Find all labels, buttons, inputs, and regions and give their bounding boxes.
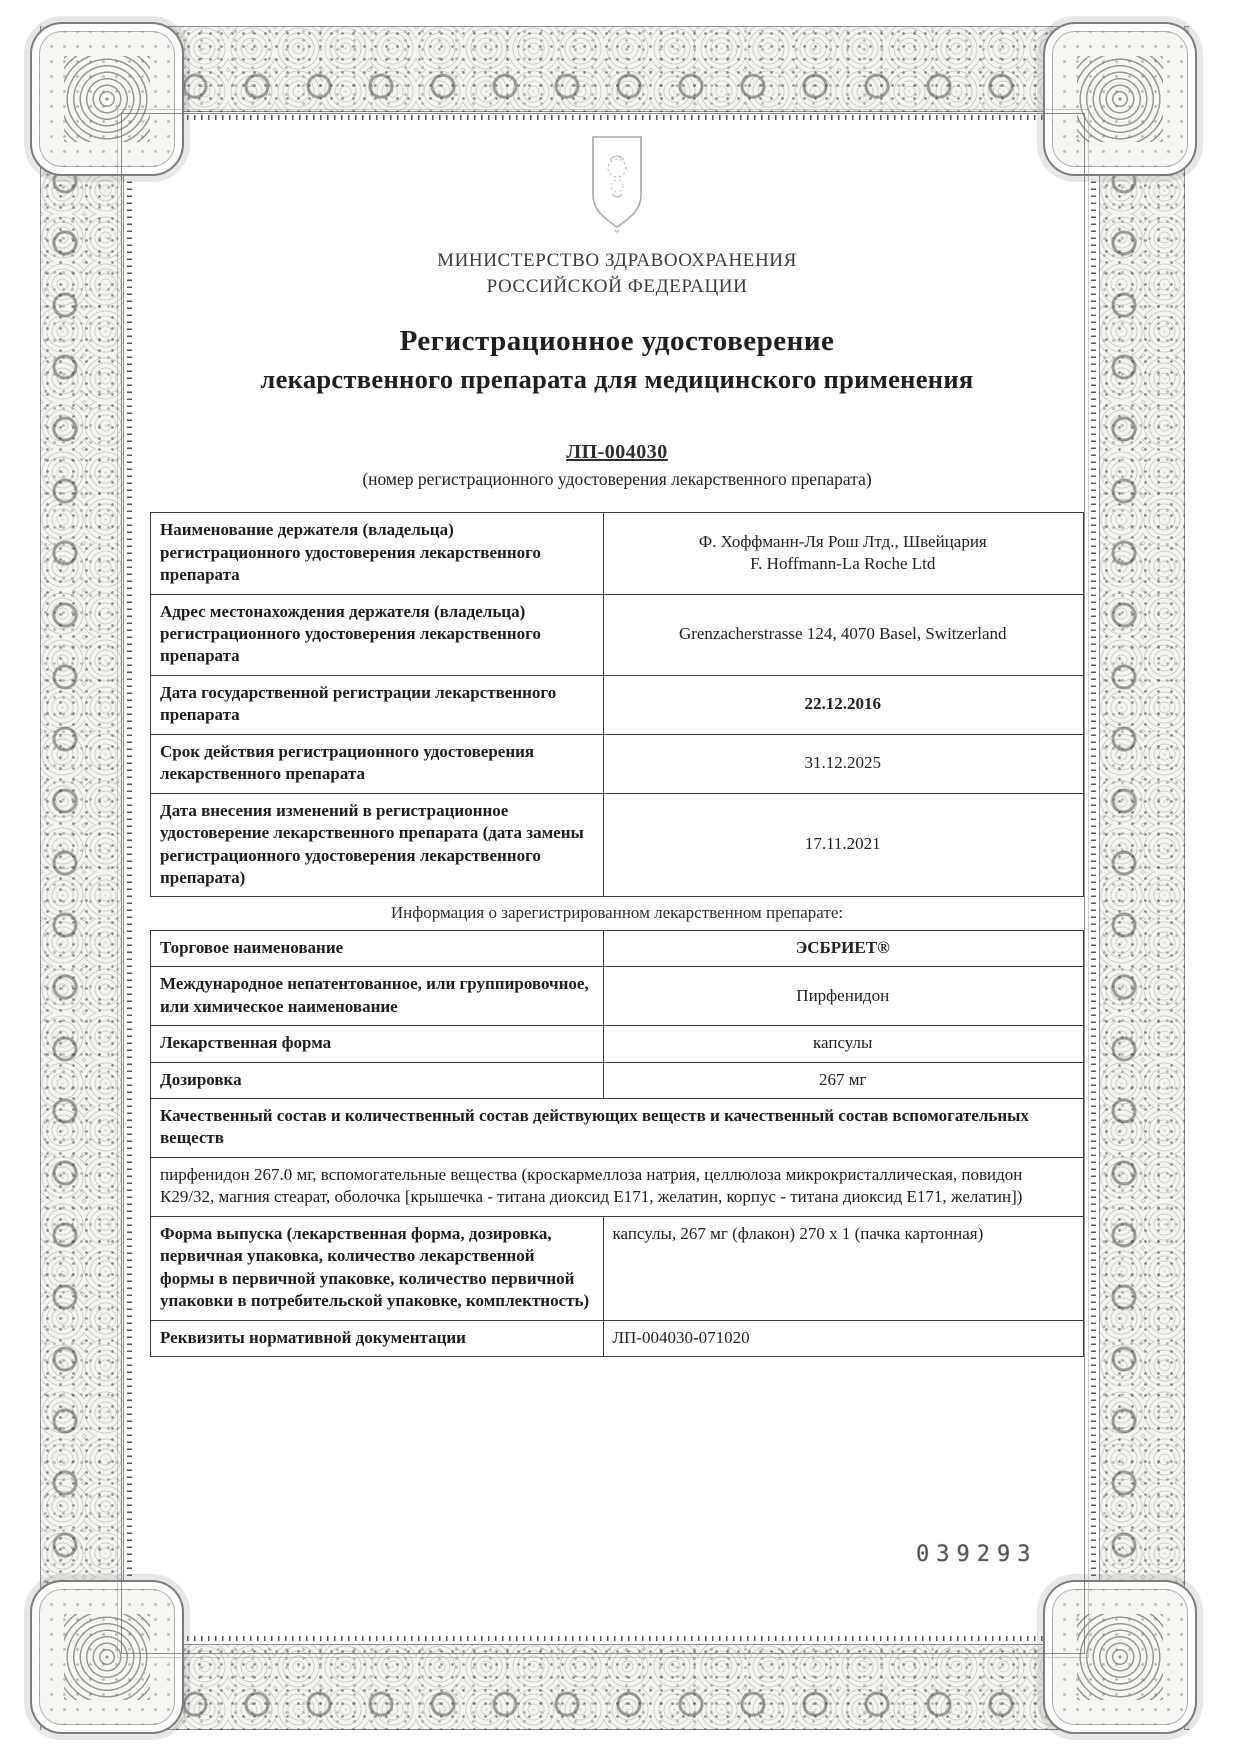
corner-ornament-bottom-right [1043,1580,1197,1734]
amendment-date-label: Дата внесения изменений в регистрационное удостоверение лекарственного препарата (дата замены регистрационного удостоверения лекарственного препарата) [151,793,604,897]
table-row-composition-heading [151,1099,1084,1158]
normative-docs-label: Реквизиты нормативной документации [151,1320,604,1356]
normative-docs-value: ЛП-004030-071020 [603,1320,1084,1356]
table-row-normative-docs [151,1320,1084,1356]
serial-stamp-number: 039293 [916,1542,1038,1567]
table-row-info-heading [151,897,1084,930]
table-row-inn [151,967,1084,1026]
document-title [150,325,1084,395]
expiry-date-value: 31.12.2025 [603,734,1084,793]
dosage-form-value: капсулы [603,1026,1084,1062]
table-row-dosage [151,1062,1084,1098]
inn-value: Пирфенидон [603,967,1084,1026]
table-row-registration-date [151,675,1084,734]
title-line-1: Регистрационное удостоверение [399,325,835,358]
dosage-label: Дозировка [151,1062,604,1098]
composition-text: пирфенидон 267.0 мг, вспомогательные вещества (кроскармеллоза натрия, целлюлоза микрокристаллическая, повидон К29/32, магния стеарат, оболочка [крышечка - титана диоксид Е171, желатин, корпус - титана диоксид Е171, желатин]) [151,1157,1084,1216]
registration-number: ЛП-004030 [566,441,668,464]
ministry-heading [150,248,1084,299]
guilloche-border-top [40,26,1189,112]
title-line-2: лекарственного препарата для медицинского применения [260,364,974,395]
table-row-release-form [151,1216,1084,1320]
amendment-date-value: 17.11.2021 [603,793,1084,897]
registration-date-label: Дата государственной регистрации лекарственного препарата [151,675,604,734]
holder-value [603,513,1084,594]
dosage-value: 267 мг [603,1062,1084,1098]
release-form-value: капсулы, 267 мг (флакон) 270 x 1 (пачка картонная) [603,1216,1084,1320]
ministry-line-2: РОССИЙСКОЙ ФЕДЕРАЦИИ [486,275,748,297]
corner-ornament-bottom-left [30,1580,184,1734]
holder-label: Наименование держателя (владельца) регистрационного удостоверения лекарственного препарата [151,513,604,594]
trade-name-label: Торговое наименование [151,930,604,966]
table-row-composition-text [151,1157,1084,1216]
table-row-expiry-date [151,734,1084,793]
inn-label: Международное непатентованное, или группировочное, или химическое наименование [151,967,604,1026]
guilloche-border-right [1099,26,1185,1730]
holder-value-en: F. Hoffmann-La Roche Ltd [750,553,936,573]
registration-number-block [150,441,1084,490]
release-form-label: Форма выпуска (лекарственная форма, дозировка, первичная упаковка, количество лекарственной формы в первичной упаковке, количество первичной упаковки в потребительской упаковке, комплектность) [151,1216,604,1320]
table-row-trade-name [151,930,1084,966]
table-row-holder [151,513,1084,594]
dosage-form-label: Лекарственная форма [151,1026,604,1062]
expiry-date-label: Срок действия регистрационного удостоверения лекарственного препарата [151,734,604,793]
holder-value-ru: Ф. Хоффманн-Ля Рош Лтд., Швейцария [698,531,987,551]
info-heading: Информация о зарегистрированном лекарственном препарате: [151,897,1084,930]
table-row-dosage-form [151,1026,1084,1062]
registration-number-caption: (номер регистрационного удостоверения лекарственного препарата) [362,469,872,490]
guilloche-border-bottom [40,1644,1189,1730]
registration-date-value: 22.12.2016 [603,675,1084,734]
table-row-amendment-date [151,793,1084,897]
address-label: Адрес местонахождения держателя (владельца) регистрационного удостоверения лекарственного препарата [151,594,604,675]
document-body [150,134,1084,1357]
address-value: Grenzacherstrasse 124, 4070 Basel, Switzerland [603,594,1084,675]
guilloche-border-left [40,26,124,1730]
russia-coat-of-arms-icon [588,134,646,238]
table-row-address [151,594,1084,675]
trade-name-value: ЭСБРИЕТ® [603,930,1084,966]
ministry-line-1: МИНИСТЕРСТВО ЗДРАВООХРАНЕНИЯ [437,250,797,271]
composition-heading: Качественный состав и количественный состав действующих веществ и качественный состав вспомогательных веществ [151,1099,1084,1158]
certificate-table [150,512,1084,1357]
